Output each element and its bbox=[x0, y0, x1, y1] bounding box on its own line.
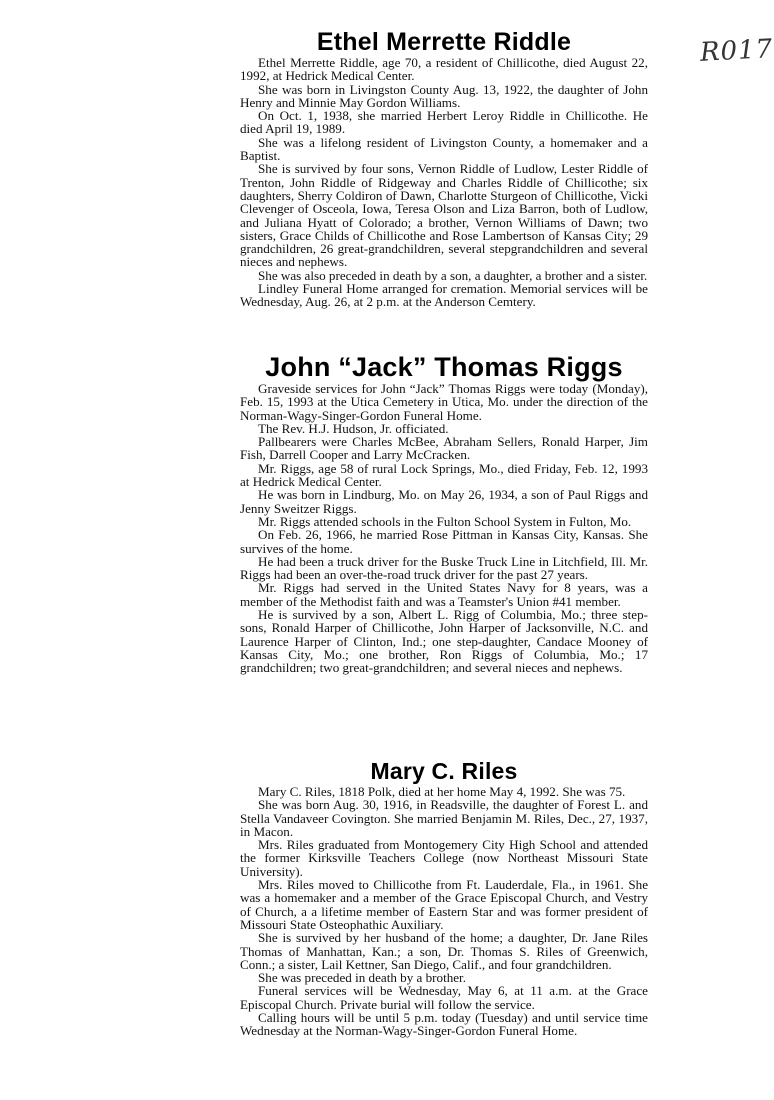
paragraph: Lindley Funeral Home arranged for cremation. Memorial services will be Wednesday, Aug. 26, at 2 p.m. at the Anderson Cemtery. bbox=[240, 281, 648, 310]
paragraph: Ethel Merrette Riddle, age 70, a resident of Chillicothe, died August 22, 1992, at Hedrick Medical Center. bbox=[240, 55, 648, 84]
obituary-title: Mary C. Riles bbox=[370, 758, 518, 784]
paragraph: He had been a truck driver for the Buske Truck Line in Litchfield, Ill. Mr. Riggs had been an over-the-road truck driver for the past 27 years. bbox=[240, 553, 648, 583]
paragraph: On Oct. 1, 1938, she married Herbert Leroy Riddle in Chillicothe. He died April 19, 1989. bbox=[240, 108, 648, 137]
paragraph: Pallbearers were Charles McBee, Abraham Sellers, Ronald Harper, Jim Fish, Darrell Cooper and Larry McCracken. bbox=[240, 434, 648, 463]
paragraph: Calling hours will be until 5 p.m. today (Tuesday) and until service time Wednesday at the Norman-Wagy-Singer-Gordon Funeral Home. bbox=[240, 1010, 648, 1039]
paragraph: The Rev. H.J. Hudson, Jr. officiated. bbox=[258, 420, 449, 436]
paragraph: On Feb. 26, 1966, he married Rose Pittman in Kansas City, Kansas. She survives of the home. bbox=[240, 527, 648, 556]
paragraph: Funeral services will be Wednesday, May 6, at 11 a.m. at the Grace Episcopal Church. Private burial will follow the service. bbox=[240, 983, 648, 1012]
paragraph: Mr. Riggs had served in the United States Navy for 8 years, was a member of the Methodist faith and was a Teamster's Union #41 member. bbox=[240, 580, 648, 609]
paragraph: Mrs. Riles graduated from Montogemery City High School and attended the former Kirksville Teachers College (now Northeast Missouri State University). bbox=[240, 837, 648, 879]
paragraph: Graveside services for John “Jack” Thomas Riggs were today (Monday), Feb. 15, 1993 at the Utica Cemetery in Utica, Mo. under the direction of the Norman-Wagy-Singer-Gordon Funeral Home. bbox=[240, 381, 648, 423]
paragraph: He was born in Lindburg, Mo. on May 26, 1934, a son of Paul Riggs and Jenny Sweitzer Riggs. bbox=[240, 487, 648, 516]
obituary-mary-riles bbox=[240, 758, 648, 1038]
obituary-title: John “Jack” Thomas Riggs bbox=[265, 352, 623, 382]
paragraph: She is survived by her husband of the home; a daughter, Dr. Jane Riles Thomas of Manhattan, Kan.; a son, Dr. Thomas S. Riles of Greenwich, Conn.; a sister, Lail Kettner, San Diego, Calif., and four grandchildren. bbox=[240, 930, 648, 972]
paragraph: She was a lifelong resident of Livingston County, a homemaker and a Baptist. bbox=[240, 134, 648, 164]
paragraph: She was also preceded in death by a son, a daughter, a brother and a sister. bbox=[258, 267, 648, 283]
obituary-ethel-riddle bbox=[240, 28, 648, 309]
paragraph: Mr. Riggs, age 58 of rural Lock Springs, Mo., died Friday, Feb. 12, 1993 at Hedrick Medical Center. bbox=[240, 460, 648, 490]
paragraph: She was born in Livingston County Aug. 13, 1922, the daughter of John Henry and Minnie May Gordon Williams. bbox=[240, 81, 648, 110]
paragraph: Mary C. Riles, 1818 Polk, died at her home May 4, 1992. She was 75. bbox=[258, 784, 626, 799]
paragraph: Mr. Riggs attended schools in the Fulton School System in Fulton, Mo. bbox=[258, 513, 632, 529]
paragraph: She was born Aug. 30, 1916, in Readsville, the daughter of Forest L. and Stella Vandaveer Covington. She married Benjamin M. Riles, Dec., 27, 1937, in Macon. bbox=[240, 797, 648, 839]
handwritten-archive-mark: R017 bbox=[699, 34, 774, 68]
paragraph: Mrs. Riles moved to Chillicothe from Ft. Lauderdale, Fla., in 1961. She was a homemaker and a member of the Grace Episcopal Church, and Vestry of Church, a a lifetime member of Eastern Star and was former president of Missouri State Osteophathic Auxiliary. bbox=[240, 877, 648, 932]
obituary-title: Ethel Merrette Riddle bbox=[316, 28, 572, 56]
obituary-john-riggs bbox=[240, 352, 648, 675]
paragraph: He is survived by a son, Albert L. Rigg of Columbia, Mo.; three step-sons, Ronald Harper of Chillicothe, John Harper of Jacksonville, N.C. and Laurence Harper of Clinton, Ind.; one step-daughter, Candace Mooney of Kansas City, Mo.; one brother, Ron Riggs of Columbia, Mo.; 17 grandchildren; two great-grandchildren; and several nieces and nephews. bbox=[240, 607, 648, 676]
paragraph: She is survived by four sons, Vernon Riddle of Ludlow, Lester Riddle of Trenton, John Riddle of Ridgeway and Charles Riddle of Chillicothe; six daughters, Sherry Coldiron of Dawn, Charlotte Sturgeon of Chillicothe, Vicki Clevenger of Osceola, Iowa, Teresa Olson and Liza Barron, both of Ludlow, and Juliana Hyatt of Colorado; a brother, Vernon Williams of Dawn; two sisters, Grace Childs of Chillicothe and Rose Lambertson of Kansas City; 29 grandchildren, 26 great-grandchildren, several stepgrandchildren and several nieces and nephews. bbox=[240, 161, 648, 270]
paragraph: She was preceded in death by a brother. bbox=[258, 970, 466, 986]
